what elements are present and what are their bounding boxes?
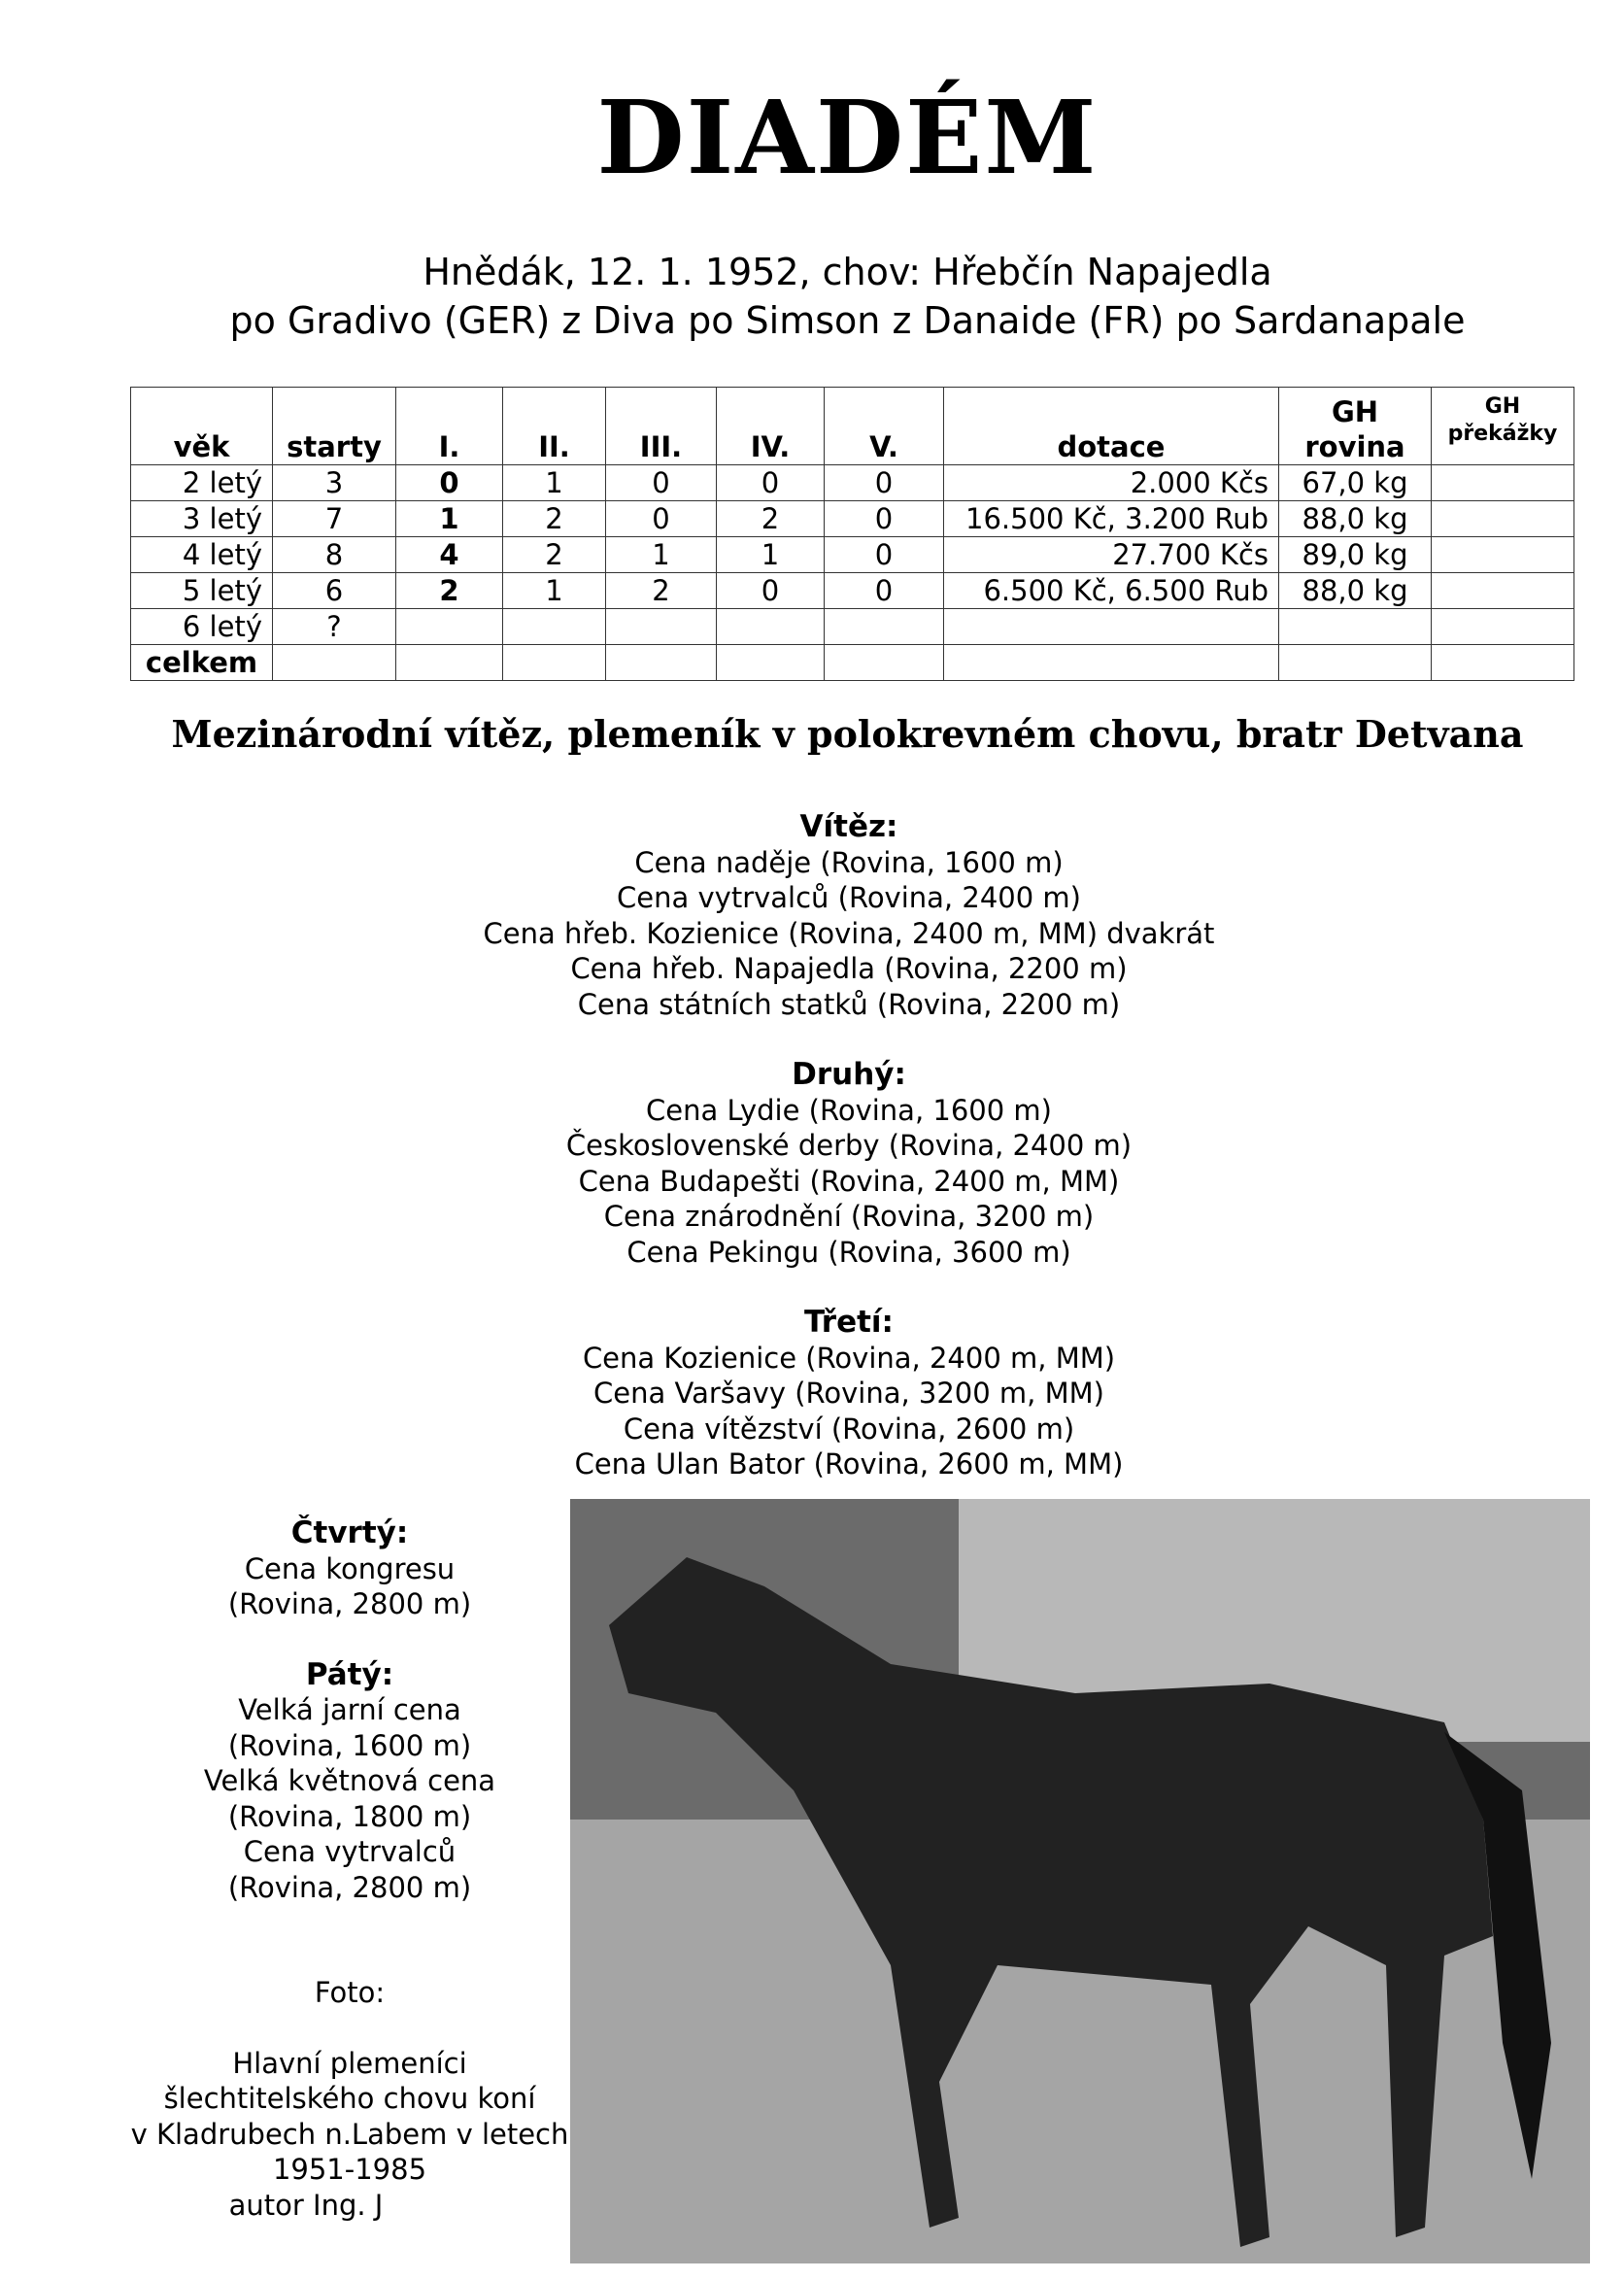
- credit-line: Hlavní plemeníci: [232, 2046, 467, 2080]
- race-item: Cena Kozienice (Rovina, 2400 m, MM): [582, 1341, 1116, 1375]
- section-heading: Čtvrtý:: [290, 1515, 409, 1550]
- table-cell: [717, 645, 825, 681]
- table-cell: 0: [825, 573, 944, 609]
- table-cell: 2: [396, 573, 503, 609]
- race-stats-table: [130, 387, 1574, 681]
- table-cell: 0: [396, 465, 503, 501]
- table-cell: [1432, 537, 1574, 573]
- section-winner: [460, 809, 1237, 1022]
- credit-line: šlechtitelského chovu koní: [163, 2082, 536, 2115]
- table-cell: 5 letý: [131, 573, 273, 609]
- table-cell: 2.000 Kčs: [944, 465, 1279, 501]
- section-heading: Pátý:: [305, 1656, 394, 1692]
- table-cell: [606, 609, 717, 645]
- table-cell: 6.500 Kč, 6.500 Rub: [944, 573, 1279, 609]
- table-cell: [1279, 609, 1432, 645]
- race-item: Cena Varšavy (Rovina, 3200 m, MM): [593, 1377, 1104, 1410]
- table-cell: 4 letý: [131, 537, 273, 573]
- table-cell: [1432, 465, 1574, 501]
- table-cell: 1: [503, 465, 606, 501]
- table-cell: 2 letý: [131, 465, 273, 501]
- table-cell: [717, 609, 825, 645]
- credit-line: v Kladrubech n.Labem v letech: [130, 2117, 569, 2151]
- table-cell: ?: [273, 609, 396, 645]
- race-item: Velká květnová cena: [203, 1764, 496, 1797]
- table-row: [131, 465, 1574, 501]
- table-cell: 6 letý: [131, 609, 273, 645]
- headline: Mezinárodní vítěz, plemeník v polokrevném chovu, bratr Detvana: [171, 712, 1524, 756]
- subtitle-birth: Hnědák, 12. 1. 1952, chov: Hřebčín Napajedla: [423, 251, 1272, 293]
- table-cell: 2: [503, 537, 606, 573]
- table-cell: 88,0 kg: [1279, 501, 1432, 537]
- subtitle-pedigree: po Gradivo (GER) z Diva po Simson z Danaide (FR) po Sardanapale: [229, 299, 1466, 342]
- table-cell: [825, 609, 944, 645]
- table-cell: 0: [606, 465, 717, 501]
- header-cell: I.: [396, 388, 503, 465]
- table-cell: [1432, 609, 1574, 645]
- photo-credit: [126, 1975, 573, 2223]
- race-item: Cena kongresu: [244, 1551, 456, 1585]
- race-item: Cena státních statků (Rovina, 2200 m): [577, 987, 1121, 1021]
- table-cell: 0: [606, 501, 717, 537]
- header-cell: III.: [606, 388, 717, 465]
- race-item: Cena vytrvalců: [243, 1835, 457, 1868]
- table-cell: [396, 609, 503, 645]
- section-heading: Vítěz:: [799, 809, 898, 844]
- race-item: Cena naděje (Rovina, 1600 m): [634, 845, 1064, 879]
- race-item: (Rovina, 2800 m): [227, 1870, 472, 1904]
- header-cell: starty: [273, 388, 396, 465]
- table-cell: 88,0 kg: [1279, 573, 1432, 609]
- table-cell: [273, 645, 396, 681]
- table-cell: 1: [503, 573, 606, 609]
- header-cell: II.: [503, 388, 606, 465]
- table-cell: 0: [825, 537, 944, 573]
- table-cell: celkem: [131, 645, 273, 681]
- race-item: (Rovina, 2800 m): [227, 1587, 472, 1620]
- header-cell: dotace: [944, 388, 1279, 465]
- table-cell: [396, 645, 503, 681]
- race-item: Cena znárodnění (Rovina, 3200 m): [603, 1200, 1095, 1233]
- table-cell: 7: [273, 501, 396, 537]
- horse-photo: [570, 1499, 1590, 2263]
- race-item: Cena hřeb. Napajedla (Rovina, 2200 m): [570, 952, 1128, 985]
- table-cell: [1432, 645, 1574, 681]
- header-cell: V.: [825, 388, 944, 465]
- header-cell: GH rovina: [1279, 388, 1432, 465]
- table-cell: 2: [717, 501, 825, 537]
- table-row: [131, 609, 1574, 645]
- table-cell: 0: [717, 465, 825, 501]
- credit-line: Foto:: [314, 1976, 386, 2009]
- results-left: [126, 1515, 573, 2223]
- table-cell: 1: [606, 537, 717, 573]
- table-cell: 2: [503, 501, 606, 537]
- table-header-row: [131, 388, 1574, 465]
- credit-line: 1951-1985: [272, 2153, 427, 2186]
- page-title: DIADÉM: [596, 78, 1099, 197]
- race-item: Cena vítězství (Rovina, 2600 m): [623, 1412, 1075, 1446]
- section-fifth: [126, 1657, 573, 1906]
- section-second: [460, 1057, 1237, 1270]
- table-cell: 67,0 kg: [1279, 465, 1432, 501]
- section-third: [460, 1305, 1237, 1482]
- race-item: Cena Lydie (Rovina, 1600 m): [646, 1093, 1052, 1127]
- table-cell: 2: [606, 573, 717, 609]
- section-heading: Druhý:: [792, 1057, 906, 1092]
- header-cell: věk: [131, 388, 273, 465]
- table-cell: [503, 609, 606, 645]
- header-cell: GH překážky: [1432, 388, 1574, 465]
- race-item: Cena Budapešti (Rovina, 2400 m, MM): [578, 1164, 1120, 1198]
- table-cell: 16.500 Kč, 3.200 Rub: [944, 501, 1279, 537]
- race-item: Cena Pekingu (Rovina, 3600 m): [626, 1235, 1071, 1269]
- table-cell: 0: [825, 465, 944, 501]
- table-cell: [1432, 501, 1574, 537]
- table-cell: [1279, 645, 1432, 681]
- race-item: Velká jarní cena: [238, 1693, 461, 1726]
- table-cell: 1: [717, 537, 825, 573]
- table-cell: [1432, 573, 1574, 609]
- race-item: Československé derby (Rovina, 2400 m): [565, 1129, 1133, 1162]
- section-fourth: [126, 1515, 573, 1622]
- table-cell: [944, 609, 1279, 645]
- table-row: [131, 501, 1574, 537]
- table-row: [131, 645, 1574, 681]
- table-cell: 6: [273, 573, 396, 609]
- credit-line: autor Ing. J: [228, 2188, 384, 2222]
- race-item: Cena Ulan Bator (Rovina, 2600 m, MM): [574, 1447, 1124, 1480]
- table-cell: 1: [396, 501, 503, 537]
- table-cell: 0: [717, 573, 825, 609]
- table-cell: [606, 645, 717, 681]
- table-cell: 3 letý: [131, 501, 273, 537]
- table-cell: 4: [396, 537, 503, 573]
- table-cell: [503, 645, 606, 681]
- table-cell: [825, 645, 944, 681]
- table-cell: 0: [825, 501, 944, 537]
- header-cell: IV.: [717, 388, 825, 465]
- table-cell: [944, 645, 1279, 681]
- table-cell: 8: [273, 537, 396, 573]
- table-row: [131, 573, 1574, 609]
- table-row: [131, 537, 1574, 573]
- race-item: (Rovina, 1800 m): [227, 1799, 472, 1833]
- race-item: Cena vytrvalců (Rovina, 2400 m): [617, 881, 1081, 914]
- results-center: [460, 809, 1237, 1482]
- race-item: Cena hřeb. Kozienice (Rovina, 2400 m, MM) dvakrát: [483, 916, 1215, 950]
- race-item: (Rovina, 1600 m): [227, 1728, 472, 1762]
- table-cell: 3: [273, 465, 396, 501]
- section-heading: Třetí:: [804, 1305, 894, 1340]
- table-cell: 89,0 kg: [1279, 537, 1432, 573]
- table-cell: 27.700 Kčs: [944, 537, 1279, 573]
